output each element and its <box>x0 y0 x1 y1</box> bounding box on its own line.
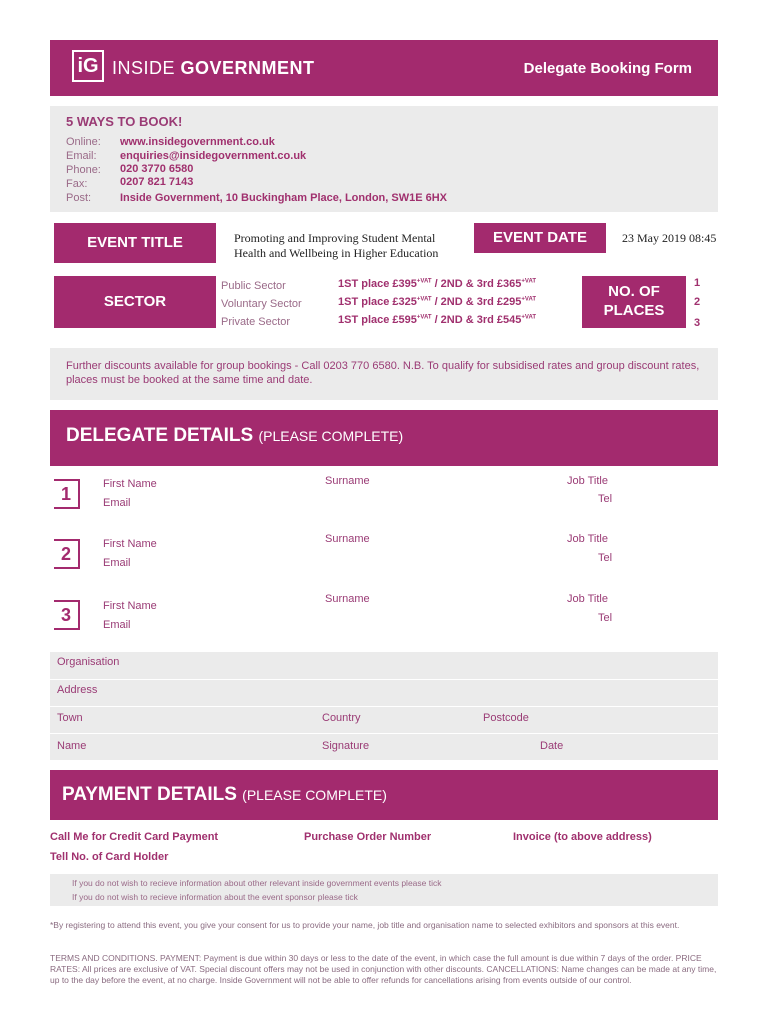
phone-value: 020 3770 6580 <box>120 163 194 175</box>
email-label: Email: <box>66 150 97 162</box>
vat-mark: +VAT <box>416 296 432 303</box>
opt-out-events-checkbox[interactable]: If you do not wish to recieve information about other relevant inside government events please tick <box>72 878 442 888</box>
invoice-option[interactable]: Invoice (to above address) <box>513 831 652 843</box>
brand-light: INSIDE <box>112 58 181 78</box>
post-label: Post: <box>66 192 92 204</box>
place-option-2[interactable]: 2 <box>694 296 701 308</box>
payment-details-title <box>62 784 387 806</box>
form-title: Delegate Booking Form <box>523 60 692 77</box>
event-date-field[interactable]: 23 May 2019 08:45 <box>622 231 717 245</box>
delegate-subtitle-text: (PLEASE COMPLETE) <box>258 428 404 444</box>
delegate-2-job-title[interactable]: Job Title <box>567 533 608 545</box>
vat-mark: +VAT <box>521 314 537 321</box>
price-public-first: 1ST place £395 <box>338 278 417 290</box>
price-public <box>338 278 536 290</box>
signature-field[interactable]: Signature <box>322 740 370 752</box>
call-me-credit-card-option[interactable]: Call Me for Credit Card Payment <box>50 831 219 843</box>
delegate-1-surname[interactable]: Surname <box>325 475 370 487</box>
price-private <box>338 314 536 326</box>
delegate-3-first-name[interactable]: First Name <box>103 600 157 612</box>
sector-public[interactable]: Public Sector <box>221 280 286 292</box>
date-field[interactable]: Date <box>540 740 564 752</box>
delegate-details-title <box>66 425 403 447</box>
delegate-number-1: 1 <box>54 479 80 509</box>
delegate-3-job-title[interactable]: Job Title <box>567 593 608 605</box>
delegate-3-surname[interactable]: Surname <box>325 593 370 605</box>
opt-out-sponsor-checkbox[interactable]: If you do not wish to recieve information about the event sponsor please tick <box>72 892 358 902</box>
event-date-label: EVENT DATE <box>474 223 606 253</box>
payment-details-header <box>50 770 718 820</box>
delegate-2-first-name[interactable]: First Name <box>103 538 157 550</box>
sector-private[interactable]: Private Sector <box>221 316 291 328</box>
divider <box>50 679 718 680</box>
postcode-field[interactable]: Postcode <box>483 712 529 724</box>
payment-subtitle-text: (PLEASE COMPLETE) <box>242 787 387 803</box>
name-field[interactable]: Name <box>57 740 87 752</box>
divider <box>50 706 718 707</box>
delegate-number-2: 2 <box>54 539 80 569</box>
address-field[interactable]: Address <box>57 684 98 696</box>
sector-voluntary[interactable]: Voluntary Sector <box>221 298 302 310</box>
vat-mark: +VAT <box>416 314 432 321</box>
delegate-details-header <box>50 410 718 466</box>
places-label-line2: PLACES <box>603 302 665 319</box>
price-private-first: 1ST place £595 <box>338 314 417 326</box>
purchase-order-number-field[interactable]: Purchase Order Number <box>304 831 432 843</box>
fax-label: Fax: <box>66 178 88 190</box>
payment-title-text: PAYMENT DETAILS <box>62 784 243 805</box>
vat-mark: +VAT <box>521 296 537 303</box>
country-field[interactable]: Country <box>322 712 361 724</box>
online-link[interactable]: www.insidegovernment.co.uk <box>120 136 275 148</box>
delegate-1-first-name[interactable]: First Name <box>103 478 157 490</box>
card-holder-tel-field[interactable]: Tell No. of Card Holder <box>50 851 169 863</box>
event-title-label: EVENT TITLE <box>54 223 216 263</box>
no-of-places-label <box>582 276 686 328</box>
place-option-3[interactable]: 3 <box>694 317 701 329</box>
delegate-2-tel[interactable]: Tel <box>598 552 613 564</box>
terms-and-conditions: TERMS AND CONDITIONS. PAYMENT: Payment is due within 30 days or less to the date of the event, in which case the full amount is due within 7 days of the order. PRICE RATES: All prices are exclusive of VAT. Special discount offers may not be used in conjunction with other discounts. CANCELLATIONS: Name changes can be made at any time, up to the day before the event, at no charge. Inside Government will not be able to offer refunds for cancellations arising from events outside of our control. <box>50 953 717 985</box>
online-label: Online: <box>66 136 101 148</box>
ways-to-book-title: 5 WAYS TO BOOK! <box>66 114 183 129</box>
event-title-field[interactable]: Promoting and Improving Student Mental Health and Wellbeing in Higher Education <box>234 231 439 260</box>
vat-mark: +VAT <box>521 278 537 285</box>
phone-label: Phone: <box>66 164 101 176</box>
discount-text: Further discounts available for group bookings - Call 0203 770 6580. N.B. To qualify for subsidised rates and group discount rates, places must be booked at the same time and date. <box>66 360 700 386</box>
town-field[interactable]: Town <box>57 712 83 724</box>
delegate-number-3: 3 <box>54 600 80 630</box>
delegate-2-email[interactable]: Email <box>103 557 131 569</box>
price-public-second: / 2ND & 3rd £365 <box>431 278 522 290</box>
brand-name <box>112 58 315 79</box>
post-value: Inside Government, 10 Buckingham Place, London, SW1E 6HX <box>120 192 448 204</box>
brand-bold: GOVERNMENT <box>180 58 315 78</box>
divider <box>50 733 718 734</box>
delegate-3-email[interactable]: Email <box>103 619 131 631</box>
inside-government-logo-icon: iG <box>72 50 104 82</box>
price-private-second: / 2ND & 3rd £545 <box>431 314 522 326</box>
price-voluntary-second: / 2ND & 3rd £295 <box>431 296 522 308</box>
sector-label: SECTOR <box>54 276 216 328</box>
consent-notice: *By registering to attend this event, you give your consent for us to provide your name, job title and organisation name to selected exhibitors and sponsors at this event. <box>50 920 680 930</box>
organisation-field[interactable]: Organisation <box>57 656 120 668</box>
delegate-1-job-title[interactable]: Job Title <box>567 475 608 487</box>
price-voluntary-first: 1ST place £325 <box>338 296 417 308</box>
price-voluntary <box>338 296 536 308</box>
fax-value: 0207 821 7143 <box>120 176 194 188</box>
delegate-2-surname[interactable]: Surname <box>325 533 370 545</box>
delegate-title-text: DELEGATE DETAILS <box>66 425 259 446</box>
delegate-3-tel[interactable]: Tel <box>598 612 613 624</box>
email-link[interactable]: enquiries@insidegovernment.co.uk <box>120 150 307 162</box>
place-option-1[interactable]: 1 <box>694 277 701 289</box>
vat-mark: +VAT <box>416 278 432 285</box>
places-label-line1: NO. OF <box>608 283 660 300</box>
delegate-1-tel[interactable]: Tel <box>598 493 613 505</box>
delegate-1-email[interactable]: Email <box>103 497 131 509</box>
